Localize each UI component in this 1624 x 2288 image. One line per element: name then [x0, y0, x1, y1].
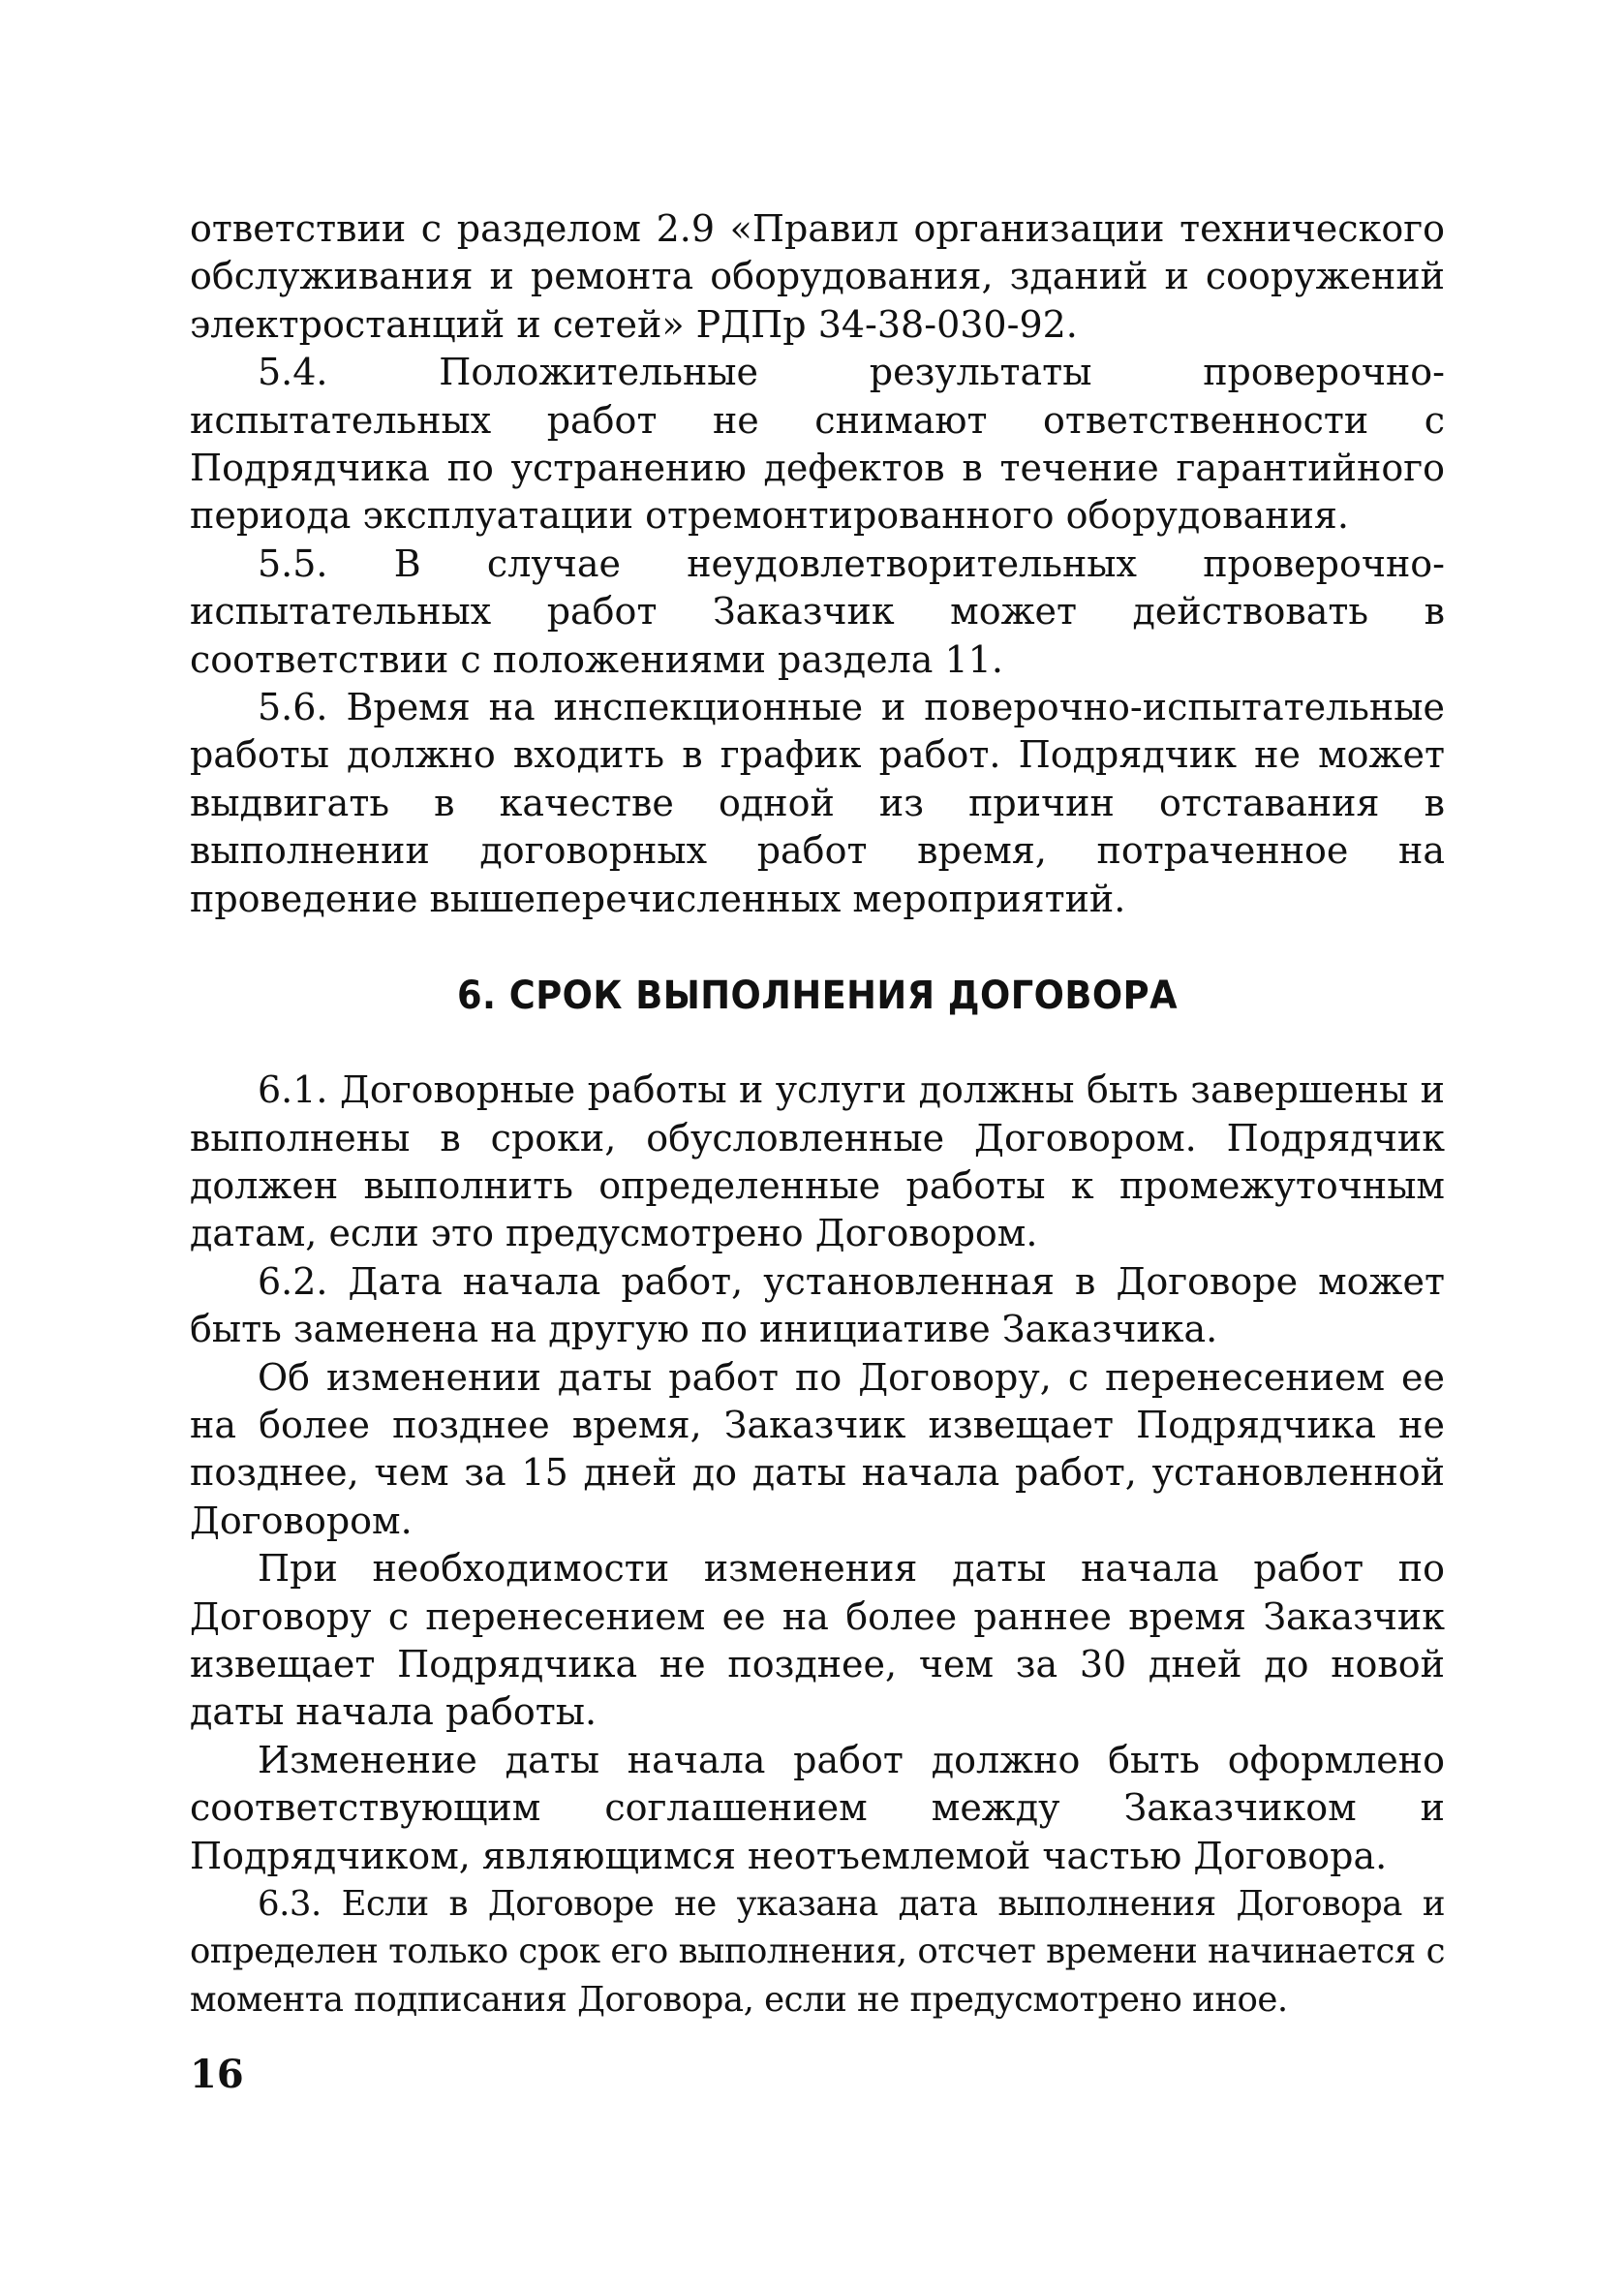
paragraph-5-6: 5.6. Время на инспекционные и поверочно-испытательные работы должно входить в график работ. Подрядчик не может выдвигать в качестве одной из причин отставания в выполнении договорных работ время, потраченное на проведение вышеперечисленных мероприятий. — [190, 686, 1445, 920]
paragraph-6-2-postponement: Об изменении даты работ по Договору, с перенесением ее на более позднее время, Заказчик извещает Подрядчика не позднее, чем за 15 дней до даты начала работ, установленной Договором. — [190, 1355, 1445, 1542]
paragraph-5-3-continuation: ответствии с разделом 2.9 «Правил организации технического обслуживания и ремонта оборудования, зданий и сооружений электростанций и сетей» РДПр 34-38-030-92. — [190, 207, 1445, 346]
section-6-heading: 6. СРОК ВЫПОЛНЕНИЯ ДОГОВОРА — [456, 974, 1179, 1019]
paragraph-6-2: 6.2. Дата начала работ, установленная в Договоре может быть заменена на другую по инициативе Заказчика. — [190, 1259, 1445, 1351]
page-number: 16 — [190, 2052, 244, 2097]
paragraph-6-2-agreement: Изменение даты начала работ должно быть оформлено соответствующим соглашением между Заказчиком и Подрядчиком, являющимся неотъемлемой частью Договора. — [190, 1738, 1445, 1877]
paragraph-5-5: 5.5. В случае неудовлетворительных проверочно-испытательных работ Заказчик может действовать в соответствии с положениями раздела 11. — [190, 541, 1445, 681]
page-body — [190, 205, 1445, 2024]
paragraph-6-2-advancement: При необходимости изменения даты начала работ по Договору с перенесением ее на более раннее время Заказчик извещает Подрядчика не позднее, чем за 30 дней до новой даты начала работы. — [190, 1547, 1445, 1734]
paragraph-5-4: 5.4. Положительные результаты проверочно-испытательных работ не снимают ответственности с Подрядчика по устранению дефектов в течение гарантийного периода эксплуатации отремонтированного оборудования. — [190, 351, 1445, 538]
paragraph-6-3: 6.3. Если в Договоре не указана дата выполнения Договора и определен только срок его выполнения, отсчет времени начинается с момента подписания Договора, если не предусмотрено иное. — [190, 1884, 1445, 2020]
paragraph-6-1: 6.1. Договорные работы и услуги должны быть завершены и выполнены в сроки, обусловленные Договором. Подрядчик должен выполнить определенные работы к промежуточным датам, если это предусмотрено Договором. — [190, 1068, 1445, 1255]
